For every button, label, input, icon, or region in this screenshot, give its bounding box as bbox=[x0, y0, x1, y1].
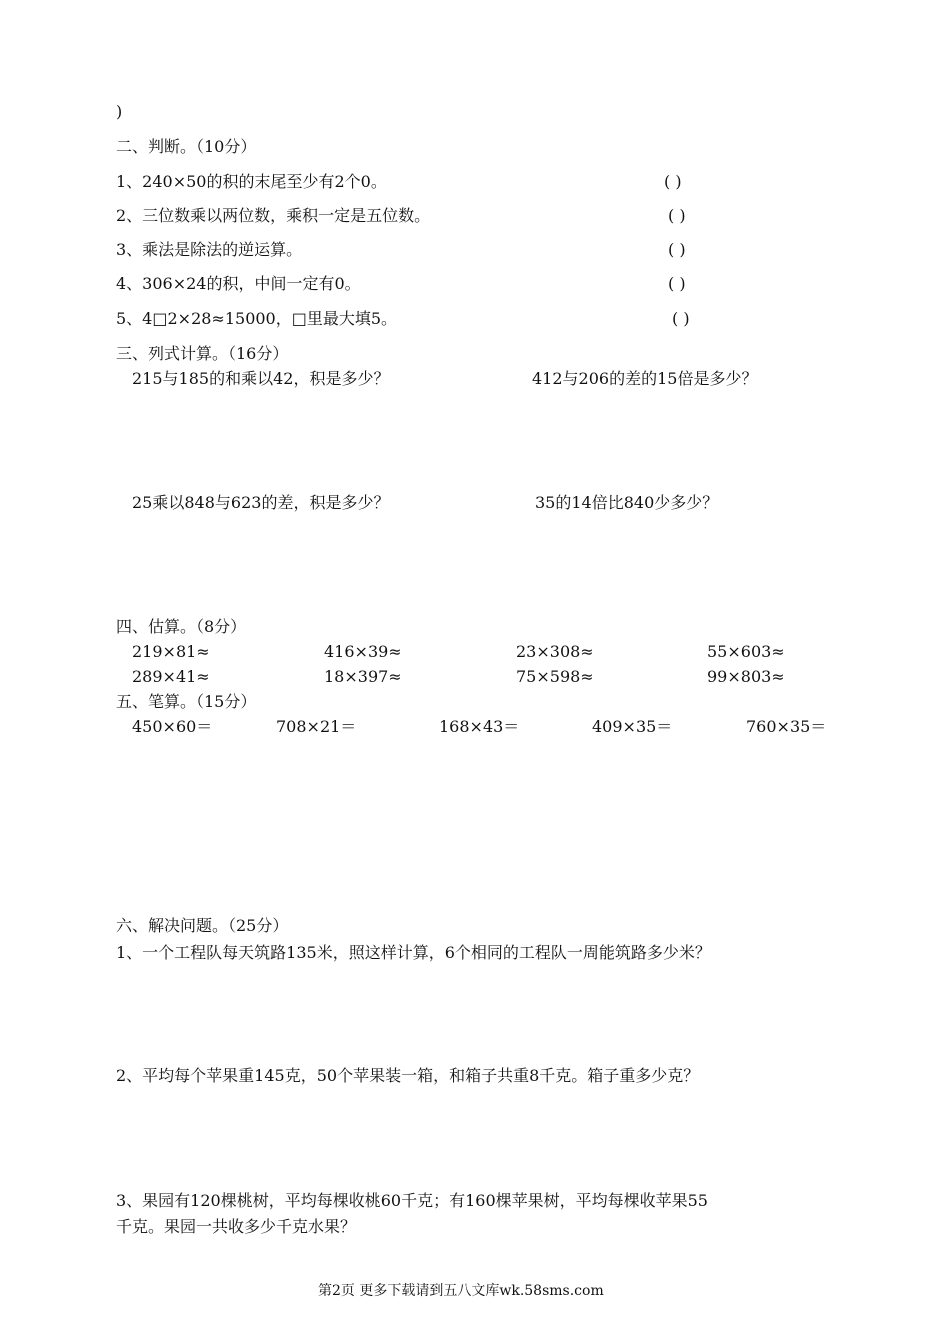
judge-item-2: 2、三位数乘以两位数，乘积一定是五位数。 bbox=[116, 206, 431, 225]
judge-item-3: 3、乘法是除法的逆运算。 bbox=[116, 240, 303, 259]
calc-item-3: 25乘以848与623的差，积是多少？ bbox=[132, 493, 390, 512]
section4-heading: 四、估算。（8分） bbox=[116, 617, 247, 636]
estimate-item: 416×39≈ bbox=[324, 642, 402, 661]
judge-answer-3[interactable]: ( ) bbox=[668, 240, 686, 259]
calc-item-1: 215与185的和乘以42，积是多少？ bbox=[132, 369, 390, 388]
written-calc-item: 708×21＝ bbox=[276, 717, 357, 736]
written-calc-item: 450×60＝ bbox=[132, 717, 213, 736]
page-footer: 第2页 更多下载请到五八文库wk.58sms.com bbox=[318, 1283, 604, 1299]
estimate-item: 18×397≈ bbox=[324, 667, 402, 686]
judge-item-4: 4、306×24的积，中间一定有0。 bbox=[116, 274, 361, 293]
written-calc-item: 409×35＝ bbox=[592, 717, 673, 736]
written-calc-item: 168×43＝ bbox=[439, 717, 520, 736]
section6-heading: 六、解决问题。（25分） bbox=[116, 916, 289, 935]
estimate-item: 289×41≈ bbox=[132, 667, 210, 686]
judge-answer-4[interactable]: ( ) bbox=[668, 274, 686, 293]
estimate-item: 75×598≈ bbox=[516, 667, 594, 686]
estimate-item: 99×803≈ bbox=[707, 667, 785, 686]
judge-answer-5[interactable]: ( ) bbox=[672, 309, 690, 328]
written-calc-item: 760×35＝ bbox=[746, 717, 827, 736]
estimate-item: 55×603≈ bbox=[707, 642, 785, 661]
judge-answer-1[interactable]: ( ) bbox=[664, 172, 682, 191]
estimate-item: 23×308≈ bbox=[516, 642, 594, 661]
carryover-paren: ) bbox=[116, 102, 123, 121]
problem-3-line-2: 千克。果园一共收多少千克水果？ bbox=[116, 1217, 357, 1236]
problem-1: 1、一个工程队每天筑路135米，照这样计算，6个相同的工程队一周能筑路多少米？ bbox=[116, 943, 711, 962]
problem-2: 2、平均每个苹果重145克，50个苹果装一箱，和箱子共重8千克。箱子重多少克？ bbox=[116, 1066, 700, 1085]
problem-3-line-1: 3、果园有120棵桃树，平均每棵收桃60千克；有160棵苹果树，平均每棵收苹果55 bbox=[116, 1191, 708, 1210]
section3-heading: 三、列式计算。（16分） bbox=[116, 344, 289, 363]
judge-answer-2[interactable]: ( ) bbox=[668, 206, 686, 225]
section2-heading: 二、判断。（10分） bbox=[116, 137, 257, 156]
judge-item-5: 5、4□2×28≈15000，□里最大填5。 bbox=[116, 309, 398, 328]
calc-item-2: 412与206的差的15倍是多少？ bbox=[532, 369, 758, 388]
calc-item-4: 35的14倍比840少多少？ bbox=[535, 493, 719, 512]
judge-item-1: 1、240×50的积的末尾至少有2个0。 bbox=[116, 172, 387, 191]
section5-heading: 五、笔算。（15分） bbox=[116, 692, 257, 711]
estimate-item: 219×81≈ bbox=[132, 642, 210, 661]
